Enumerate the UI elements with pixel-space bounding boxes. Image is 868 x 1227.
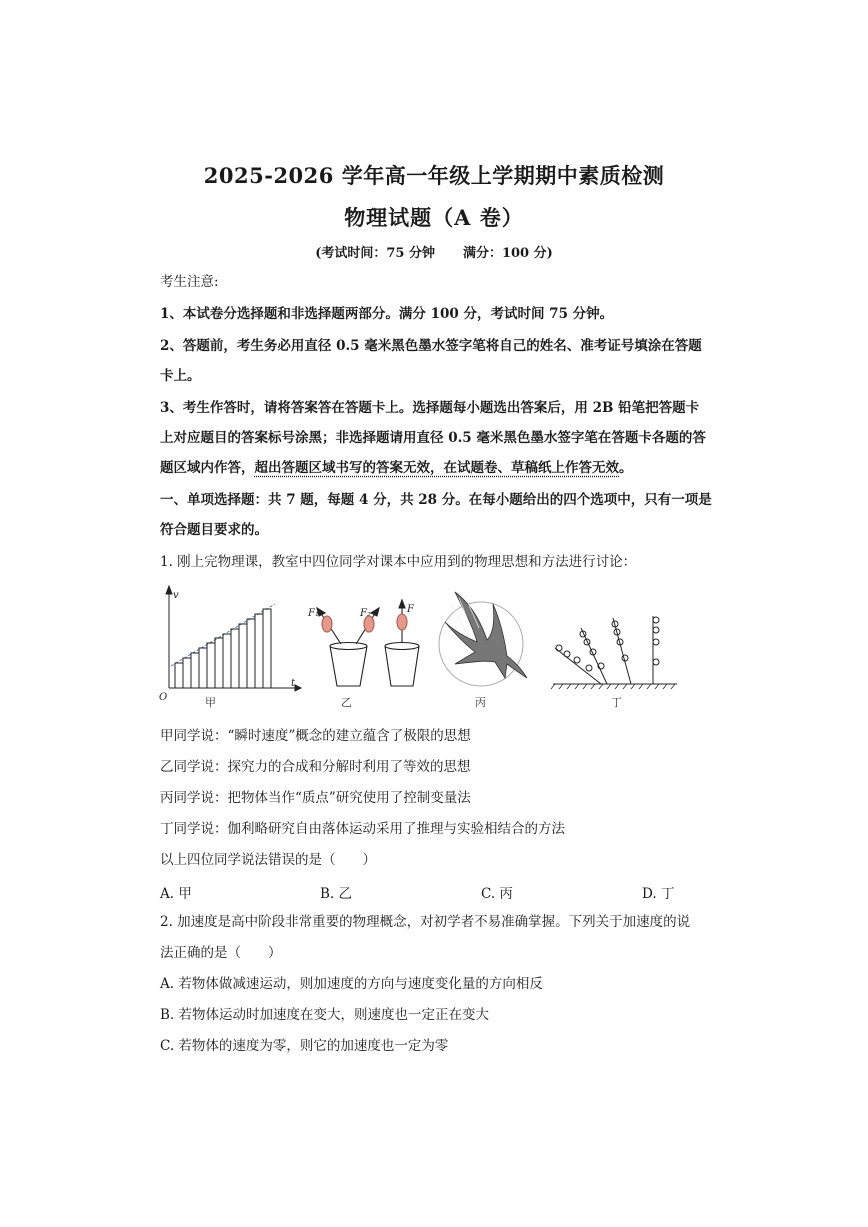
notice-item-2a: 2、答题前，考生务必用直径 0.5 毫米黑色墨水签字笔将自己的姓名、准考证号填涂在答题 (160, 338, 702, 354)
bar-2 (183, 658, 191, 688)
f1-label: F₁ (308, 608, 319, 619)
notice-item-3c-underlined: 超出答题区域书写的答案无效，在试题卷、草稿纸上作答无效 (254, 460, 619, 476)
caption-bing: 丙 (475, 696, 486, 709)
q1-ask: 以上四位同学说法错误的是（ ） (160, 852, 376, 868)
f2-arrow-icon (371, 608, 379, 616)
figure-ding-inclines (551, 616, 677, 689)
bar-7 (223, 634, 231, 688)
q1-option-d: D. 丁 (642, 886, 675, 902)
f-arrow-icon (399, 600, 405, 608)
v-axis-label: v (173, 590, 179, 601)
origin-label: O (159, 692, 168, 703)
exam-meta (0, 242, 868, 261)
caption-yi: 乙 (341, 696, 352, 709)
notice-item-3a: 3、考生作答时，请将答案答在答题卡上。选择题每小题选出答案后，用 2B 铅笔把答题卡 (160, 400, 700, 416)
q1-figure-svg (155, 582, 695, 712)
ground-hatching (551, 684, 675, 689)
exam-time: (考试时间：75 分钟 (315, 246, 435, 261)
ball-1a (556, 645, 562, 651)
q1-statement-4: 丁同学说：伽利略研究自由落体运动采用了推理与实验相结合的方法 (160, 821, 565, 837)
bar-4 (199, 648, 207, 688)
figure-bing-eagle (439, 592, 527, 686)
q2-stem-a: 2. 加速度是高中阶段非常重要的物理概念，对初学者不易准确掌握。下列关于加速度的说 (160, 914, 691, 930)
notice-item-1: 1、本试卷分选择题和非选择题两部分。满分 100 分，考试时间 75 分钟。 (160, 306, 614, 322)
bar-11 (255, 614, 263, 688)
q1-figure (155, 582, 695, 712)
bar-5 (207, 643, 215, 688)
ball-4d (653, 659, 659, 665)
exam-subtitle: 物理试题（A 卷） (344, 205, 524, 230)
caption-jia: 甲 (205, 696, 216, 709)
q1-statement-3: 丙同学说：把物体当作“质点”研究使用了控制变量法 (160, 790, 471, 806)
ball-1b (564, 651, 570, 657)
section1-line-b: 符合题目要求的。 (160, 522, 268, 538)
bar-1 (175, 663, 183, 688)
q1-statement-1: 甲同学说：“瞬时速度”概念的建立蕴含了极限的思想 (160, 728, 471, 744)
ball-1c (574, 657, 580, 663)
q2-option-b: B. 若物体运动时加速度在变大，则速度也一定正在变大 (160, 1007, 490, 1023)
q1-stem: 1. 刚上完物理课，教室中四位同学对课本中应用到的物理思想和方法进行讨论： (160, 554, 637, 570)
t-axis-label: t (291, 678, 296, 689)
hand-right-icon (397, 614, 407, 630)
full-score: 满分：100 分) (462, 246, 553, 261)
bar-6 (215, 638, 223, 688)
q2-option-c: C. 若物体的速度为零，则它的加速度也一定为零 (160, 1038, 449, 1054)
t-axis-arrow-icon (295, 685, 301, 691)
notice-item-3c-post: 。 (619, 460, 633, 476)
bucket-right (385, 646, 419, 686)
notice-item-3b: 上对应题目的答案标号涂黑；非选择题请用直径 0.5 毫米黑色墨水签字笔在答题卡各题的答 (160, 430, 706, 446)
figure-jia-graph (166, 586, 301, 691)
v-axis-arrow-icon (166, 586, 172, 594)
notice-item-2b: 卡上。 (160, 368, 201, 384)
incline-3 (613, 618, 631, 684)
bar-12 (263, 609, 271, 688)
bar-8 (231, 629, 239, 688)
q1-option-c: C. 丙 (481, 886, 513, 902)
q2-option-a: A. 若物体做减速运动，则加速度的方向与速度变化量的方向相反 (160, 976, 543, 992)
bucket-left (330, 646, 367, 686)
notice-item-3c-pre: 题区域内作答， (160, 460, 255, 476)
q1-option-b: B. 乙 (320, 886, 353, 902)
bar-9 (239, 624, 247, 688)
notice-heading: 考生注意: (160, 274, 219, 290)
incline-1 (555, 648, 601, 684)
f2-label: F₂ (360, 608, 371, 619)
bar-10 (247, 619, 255, 688)
bucket-right-rim (385, 643, 419, 650)
ball-1d (586, 665, 592, 671)
q2-stem-b: 法正确的是（ ） (160, 945, 282, 961)
hand-left-icon (322, 616, 332, 632)
bar-3 (191, 653, 199, 688)
exam-title: 2025-2026 学年高一年级上学期期中素质检测 (203, 163, 665, 188)
f-label: F (407, 604, 414, 615)
ball-4c (653, 639, 659, 645)
ball-4b (653, 627, 659, 633)
notice-item-3c (160, 458, 720, 478)
bucket-left-rim (330, 643, 367, 650)
q1-statement-2: 乙同学说：探究力的合成和分解时利用了等效的思想 (160, 759, 471, 775)
section1-line-a: 一、单项选择题：共 7 题，每题 4 分，共 28 分。在每小题给出的四个选项中，只有一项是 (160, 492, 712, 508)
q1-option-a: A. 甲 (160, 886, 192, 902)
eagle-icon (445, 592, 527, 678)
ball-4a (653, 617, 659, 623)
caption-ding: 丁 (611, 696, 622, 709)
